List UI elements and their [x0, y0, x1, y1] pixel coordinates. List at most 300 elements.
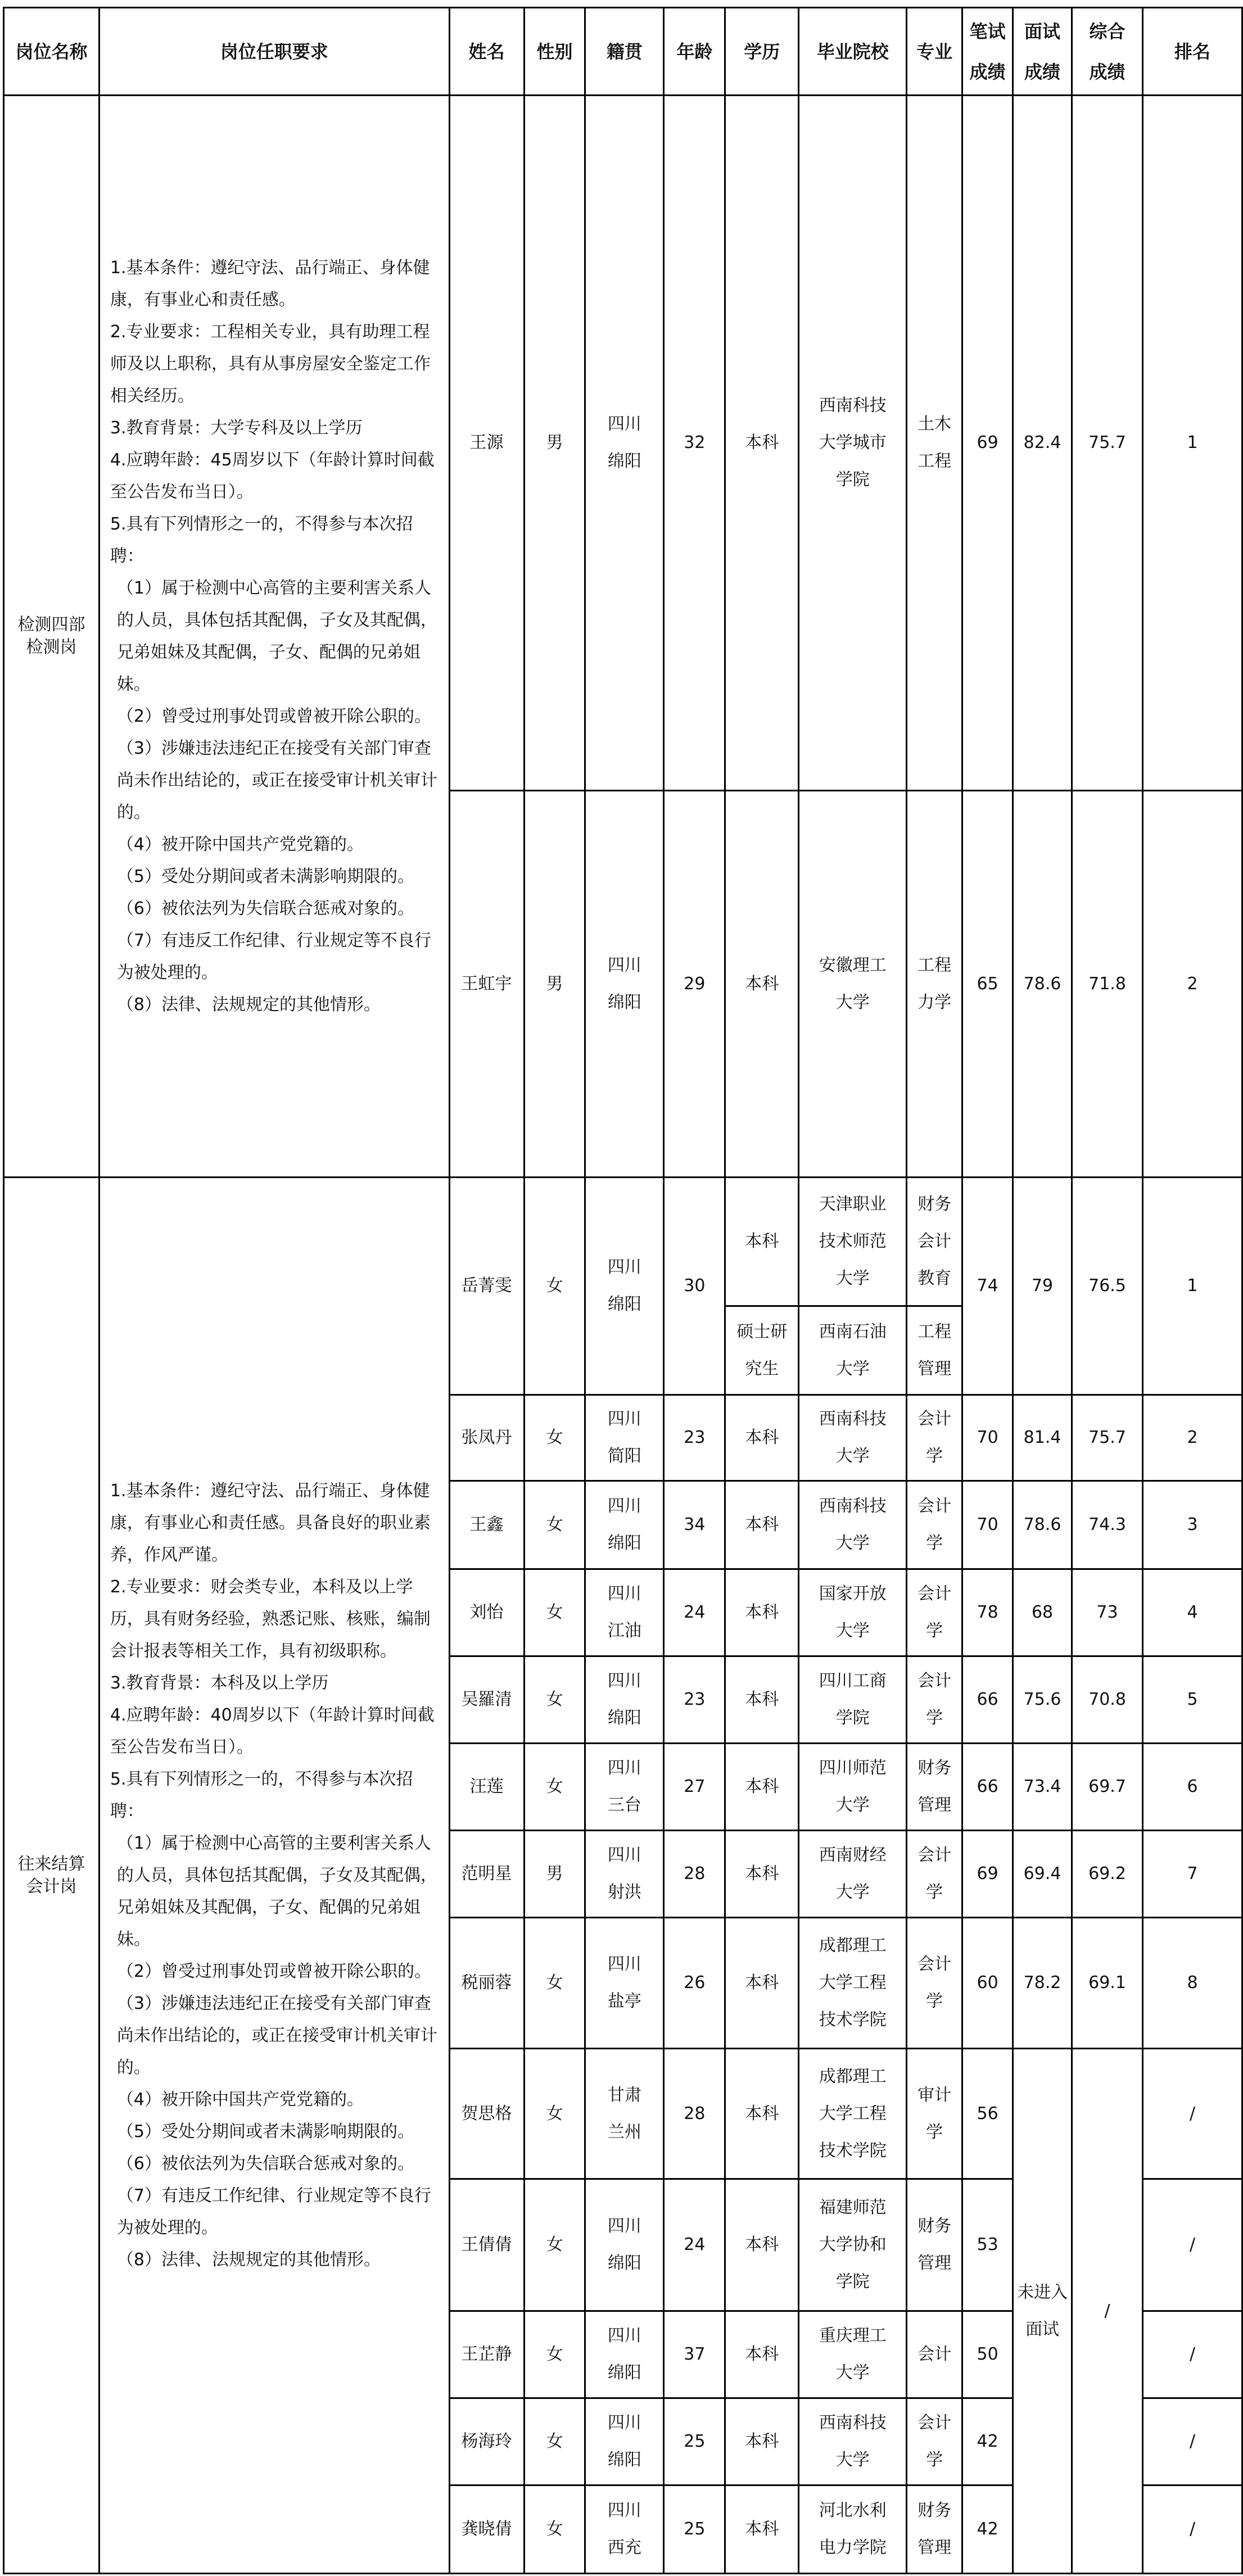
candidate-major-line: 工程: [917, 1321, 952, 1342]
requirement-subitem: （5）受处分期间或者未满影响期限的。: [116, 867, 414, 886]
candidate-origin: [585, 1481, 664, 1569]
candidate-school-line: 安徽理工: [819, 955, 887, 975]
candidate-school: [799, 1306, 907, 1395]
candidate-origin-line: 四川: [607, 1758, 641, 1778]
candidate-school: [799, 1918, 907, 2049]
interview-score: 81.4: [1013, 1395, 1072, 1481]
candidate-origin: [585, 1744, 664, 1831]
candidate-school: [799, 1831, 907, 1918]
candidate-gender: 女: [524, 2179, 585, 2311]
candidate-school-line: 成都理工: [819, 2066, 887, 2086]
candidate-origin-line: 四川: [607, 414, 641, 434]
candidate-name: 税丽蓉: [449, 1918, 524, 2049]
written-score: 42: [962, 2398, 1013, 2486]
candidate-school-line: 西南科技: [819, 396, 887, 415]
candidate-name: 贺思格: [449, 2049, 524, 2179]
candidate-gender: 男: [524, 791, 585, 1178]
candidate-gender: 女: [524, 1395, 585, 1481]
candidate-major-line: 教育: [917, 1269, 952, 1288]
interview-score: 82.4: [1013, 96, 1072, 791]
candidate-school-line: 大学: [835, 1882, 870, 1902]
candidate-education: 本科: [725, 96, 799, 791]
candidate-education: 本科: [725, 1918, 799, 2049]
candidate-origin: [585, 2398, 664, 2486]
header-written-line1: 笔试: [969, 20, 1006, 42]
candidate-age: 37: [664, 2311, 725, 2398]
candidate-education: 本科: [725, 1831, 799, 1918]
candidate-major-line: 会计: [917, 1671, 952, 1691]
candidate-origin-line: 绵阳: [607, 1708, 641, 1728]
candidate-origin-line: 四川: [607, 1845, 641, 1865]
candidate-name: 岳菁雯: [449, 1178, 524, 1395]
candidate-origin: [585, 1569, 664, 1656]
candidate-school-line: 技术学院: [819, 2010, 887, 2030]
written-score: 70: [962, 1395, 1013, 1481]
candidate-school: [799, 2179, 907, 2311]
candidate-origin-line: 三台: [607, 1795, 641, 1815]
candidate-origin-line: 绵阳: [607, 1533, 641, 1553]
candidate-major-line: 财务: [917, 1194, 952, 1214]
candidate-origin: [585, 96, 664, 791]
interview-score: 78.2: [1013, 1918, 1072, 2049]
candidate-age: 32: [664, 96, 725, 791]
total-score: 75.7: [1072, 1395, 1143, 1481]
candidate-gender: 女: [524, 1918, 585, 2049]
requirement-subitem: （2）曾受过刑事处罚或曾被开除公职的。: [116, 1962, 431, 1981]
candidate-major-line: 工程: [917, 451, 952, 471]
candidate-origin-line: 四川: [607, 2501, 641, 2520]
header-written-line2: 成绩: [969, 61, 1006, 83]
requirements-cell: [99, 1178, 449, 2574]
not-interviewed-note-line: 未进入: [1017, 2282, 1068, 2302]
requirement-subitem: （4）被开除中国共产党党籍的。: [116, 835, 364, 854]
candidate-origin-line: 四川: [607, 1954, 641, 1974]
candidate-school-line: 福建师范: [819, 2198, 887, 2217]
candidate-school-line: 国家开放: [819, 1584, 887, 1604]
requirement-item: 2.专业要求：工程相关专业，具有助理工程师及以上职称，具有从事房屋安全鉴定工作相关经历。: [110, 322, 431, 406]
rank: /: [1143, 2398, 1242, 2486]
candidate-origin: [585, 1831, 664, 1918]
candidate-school: [799, 2486, 907, 2574]
candidate-school-line: 技术学院: [819, 2140, 887, 2161]
requirement-subitem: （1）属于检测中心高管的主要利害关系人的人员，具体包括其配偶，子女及其配偶，兄弟姐妹及其配偶，子女、配偶的兄弟姐妹。: [116, 1833, 437, 1949]
candidate-education: 本科: [725, 1744, 799, 1831]
candidate-name: 吴羅清: [449, 1656, 524, 1744]
candidate-name: 王芷静: [449, 2311, 524, 2398]
candidate-education: 本科: [725, 1569, 799, 1656]
written-score: 74: [962, 1178, 1013, 1395]
candidate-age: 29: [664, 791, 725, 1178]
interview-score: 78.6: [1013, 1481, 1072, 1569]
rank: /: [1143, 2311, 1242, 2398]
position-cell-line: 会计岗: [26, 1876, 77, 1896]
candidate-school-line: 学院: [835, 2272, 870, 2292]
candidate-school: [799, 1656, 907, 1744]
candidate-major: [907, 2179, 962, 2311]
total-score: 71.8: [1072, 791, 1143, 1178]
candidate-origin-line: 绵阳: [607, 1294, 641, 1314]
candidate-age: 23: [664, 1656, 725, 1744]
candidate-gender: 女: [524, 1569, 585, 1656]
candidate-origin-line: 简阳: [607, 1446, 641, 1466]
candidate-gender: 女: [524, 1178, 585, 1395]
rank: 8: [1143, 1918, 1242, 2049]
candidate-education: 本科: [725, 2398, 799, 2486]
position-cell-line: 往来结算: [17, 1854, 85, 1874]
header-total-line2: 成绩: [1089, 61, 1126, 83]
candidate-origin: [585, 1178, 664, 1395]
candidate-school-line: 西南科技: [819, 1409, 887, 1429]
requirement-item: 4.应聘年龄：40周岁以下（年龄计算时间截至公告发布当日）。: [110, 1705, 435, 1757]
candidate-origin-line: 四川: [607, 2326, 641, 2346]
candidate-school-line: 大学: [835, 1795, 870, 1815]
position-cell: [4, 1178, 100, 2574]
candidate-major-line: 学: [926, 1446, 943, 1466]
candidate-major-line: 管理: [917, 1359, 952, 1379]
candidate-gender: 男: [524, 1831, 585, 1918]
requirement-subitem: （1）属于检测中心高管的主要利害关系人的人员，具体包括其配偶，子女及其配偶，兄弟姐妹及其配偶，子女、配偶的兄弟姐妹。: [116, 578, 437, 694]
candidate-origin-line: 江油: [607, 1621, 641, 1641]
candidate-origin-line: 盐亭: [607, 1991, 641, 2011]
total-score: 76.5: [1072, 1178, 1143, 1395]
candidate-school-line: 大学工程: [819, 1973, 887, 1993]
requirement-subitem: （6）被依法列为失信联合惩戒对象的。: [116, 899, 414, 918]
candidate-school-line: 技术师范: [819, 1232, 887, 1251]
total-score: 69.7: [1072, 1744, 1143, 1831]
candidate-name: 张凤丹: [449, 1395, 524, 1481]
header-interview-line2: 成绩: [1024, 61, 1061, 83]
candidate-school-line: 西南科技: [819, 1496, 887, 1516]
candidate-row: [4, 1178, 1242, 1306]
candidate-origin: [585, 2486, 664, 2574]
candidate-school-line: 重庆理工: [819, 2326, 887, 2346]
candidate-school-line: 河北水利: [819, 2501, 887, 2520]
interview-score: 73.4: [1013, 1744, 1072, 1831]
candidate-school: [799, 1569, 907, 1656]
candidate-major-line: 会计: [917, 1845, 952, 1865]
candidate-age: 24: [664, 2179, 725, 2311]
not-interviewed-note: [1013, 2049, 1072, 2574]
candidate-origin-line: 甘肃: [607, 2085, 641, 2105]
requirement-item: 3.教育背景：大学专科及以上学历: [110, 418, 363, 438]
candidate-major: [907, 2486, 962, 2574]
rank: 1: [1143, 1178, 1242, 1395]
candidate-name: 王鑫: [449, 1481, 524, 1569]
candidate-education: 本科: [725, 1178, 799, 1306]
header-total-score: [1072, 8, 1143, 96]
candidate-school-line: 天津职业: [819, 1194, 887, 1214]
candidate-school: [799, 1178, 907, 1306]
rank: 7: [1143, 1831, 1242, 1918]
candidate-origin-line: 射洪: [607, 1882, 641, 1902]
candidate-school-line: 西南科技: [819, 2413, 887, 2433]
candidate-school: [799, 791, 907, 1178]
requirement-item: 3.教育背景：本科及以上学历: [110, 1673, 329, 1693]
requirement-item: 2.专业要求：财会类专业，本科及以上学历，具有财务经验，熟悉记账、核账，编制会计报表等相关工作，具有初级职称。: [110, 1577, 431, 1661]
candidate-education: 本科: [725, 2311, 799, 2398]
candidate-education-line: 究生: [745, 1359, 779, 1379]
position-cell-line: 检测四部: [17, 615, 85, 635]
candidate-school-line: 大学: [835, 1533, 870, 1553]
requirement-subitem: （7）有违反工作纪律、行业规定等不良行为被处理的。: [116, 2186, 431, 2238]
candidate-school-line: 大学: [835, 992, 870, 1012]
candidate-school: [799, 2398, 907, 2486]
candidate-origin: [585, 2049, 664, 2179]
requirement-subitem: （8）法律、法规规定的其他情形。: [116, 995, 381, 1015]
candidate-school-line: 四川工商: [819, 1671, 887, 1691]
candidate-name: 王虹宇: [449, 791, 524, 1178]
written-score: 60: [962, 1918, 1013, 2049]
candidate-origin-line: 四川: [607, 1584, 641, 1604]
candidate-major-line: 管理: [917, 1795, 952, 1815]
candidate-origin-line: 绵阳: [607, 451, 641, 471]
written-score: 50: [962, 2311, 1013, 2398]
candidate-name: 王源: [449, 96, 524, 791]
candidate-education: 本科: [725, 1395, 799, 1481]
total-score: 70.8: [1072, 1656, 1143, 1744]
candidate-major: [907, 1831, 962, 1918]
header-interview-line1: 面试: [1024, 20, 1061, 42]
rank: 3: [1143, 1481, 1242, 1569]
candidate-education: 本科: [725, 791, 799, 1178]
candidate-education: 本科: [725, 1481, 799, 1569]
candidate-row: [4, 96, 1242, 791]
candidate-major: [907, 1306, 962, 1395]
candidate-major: [907, 2398, 962, 2486]
candidate-major-line: 审计: [917, 2085, 952, 2105]
position-cell-line: 检测岗: [26, 637, 77, 657]
candidate-origin-line: 四川: [607, 2216, 641, 2236]
candidate-school-line: 学院: [835, 1708, 870, 1728]
candidate-gender: 女: [524, 2311, 585, 2398]
written-score: 78: [962, 1569, 1013, 1656]
candidate-school-line: 大学城市: [819, 433, 887, 452]
candidate-name: 汪莲: [449, 1744, 524, 1831]
candidate-gender: 女: [524, 1744, 585, 1831]
rank: 6: [1143, 1744, 1242, 1831]
interview-score: 69.4: [1013, 1831, 1072, 1918]
candidate-education: 本科: [725, 2179, 799, 2311]
candidate-gender: 女: [524, 1481, 585, 1569]
header-written-score: [962, 8, 1013, 96]
header-major: 专业: [907, 8, 962, 96]
header-row: [4, 8, 1242, 96]
candidate-school-line: 大学: [835, 1446, 870, 1466]
candidate-major-line: 会计: [917, 1496, 952, 1516]
rank: /: [1143, 2486, 1242, 2574]
header-education: 学历: [725, 8, 799, 96]
results-table: [3, 7, 1243, 2574]
written-score: 69: [962, 1831, 1013, 1918]
candidate-origin-line: 绵阳: [607, 992, 641, 1012]
total-score: 69.2: [1072, 1831, 1143, 1918]
candidate-school: [799, 96, 907, 791]
candidate-age: 25: [664, 2398, 725, 2486]
candidate-school-line: 成都理工: [819, 1936, 887, 1955]
rank: 4: [1143, 1569, 1242, 1656]
candidate-major: [907, 1918, 962, 2049]
candidate-origin-line: 四川: [607, 1409, 641, 1429]
candidate-school-line: 学院: [835, 470, 870, 490]
candidate-age: 34: [664, 1481, 725, 1569]
rank: 5: [1143, 1656, 1242, 1744]
candidate-school-line: 四川师范: [819, 1758, 887, 1778]
candidate-age: 25: [664, 2486, 725, 2574]
total-score: 74.3: [1072, 1481, 1143, 1569]
candidate-major-line: 力学: [917, 992, 952, 1012]
interview-score: 78.6: [1013, 791, 1072, 1178]
candidate-school-line: 大学: [835, 1269, 870, 1288]
candidate-origin: [585, 2311, 664, 2398]
candidate-major-line: 会计: [917, 1409, 952, 1429]
written-score: 56: [962, 2049, 1013, 2179]
requirement-subitem: （3）涉嫌违法违纪正在接受有关部门审查尚未作出结论的，或正在接受审计机关审计的。: [116, 1994, 437, 2077]
candidate-origin-line: 四川: [607, 955, 641, 975]
candidate-major: [907, 96, 962, 791]
candidate-major-line: 学: [926, 1991, 943, 2011]
rank: 2: [1143, 1395, 1242, 1481]
candidate-education: [725, 1306, 799, 1395]
candidate-major-line: 会计: [917, 1232, 952, 1251]
candidate-school-line: 大学: [835, 2363, 870, 2383]
candidate-name: 龚晓倩: [449, 2486, 524, 2574]
candidate-major: [907, 1395, 962, 1481]
candidate-major-line: 财务: [917, 1758, 952, 1778]
candidate-age: 27: [664, 1744, 725, 1831]
candidate-major-line: 管理: [917, 2538, 952, 2557]
candidate-school: [799, 1395, 907, 1481]
requirement-subitem: （5）受处分期间或者未满影响期限的。: [116, 2122, 414, 2142]
candidate-age: 28: [664, 1831, 725, 1918]
candidate-major-line: 工程: [917, 955, 952, 975]
candidate-major: [907, 1481, 962, 1569]
candidate-origin-line: 绵阳: [607, 2450, 641, 2470]
header-age: 年龄: [664, 8, 725, 96]
header-rank: 排名: [1143, 8, 1242, 96]
candidate-school: [799, 2049, 907, 2179]
candidate-school-line: 西南石油: [819, 1321, 887, 1342]
candidate-major-line: 财务: [917, 2501, 952, 2520]
header-interview-score: [1013, 8, 1072, 96]
candidate-origin-line: 西充: [607, 2538, 641, 2557]
requirement-item: 5.具有下列情形之一的，不得参与本次招聘：: [110, 514, 413, 566]
candidate-major-line: 学: [926, 1882, 943, 1902]
candidate-school-line: 大学: [835, 2450, 870, 2470]
candidate-origin-line: 兰州: [607, 2122, 641, 2142]
candidate-major-line: 学: [926, 1533, 943, 1553]
candidate-major-line: 学: [926, 1708, 943, 1728]
candidate-education: 本科: [725, 1656, 799, 1744]
written-score: 70: [962, 1481, 1013, 1569]
candidate-name: 杨海玲: [449, 2398, 524, 2486]
candidate-major-line: 会计: [917, 1584, 952, 1604]
candidate-major-line: 土木: [917, 414, 952, 434]
candidate-origin: [585, 1395, 664, 1481]
candidate-school: [799, 2311, 907, 2398]
candidate-school-line: 电力学院: [819, 2538, 887, 2557]
written-score: 66: [962, 1656, 1013, 1744]
header-total-line1: 综合: [1089, 20, 1126, 42]
candidate-major-line: 学: [926, 2122, 943, 2142]
candidate-major-line: 学: [926, 1621, 943, 1641]
requirement-subitem: （7）有违反工作纪律、行业规定等不良行为被处理的。: [116, 931, 431, 983]
requirement-subitem: （8）法律、法规规定的其他情形。: [116, 2250, 381, 2270]
requirement-item: 4.应聘年龄：45周岁以下（年龄计算时间截至公告发布当日）。: [110, 450, 435, 502]
requirement-item: 5.具有下列情形之一的，不得参与本次招聘：: [110, 1769, 413, 1821]
candidate-major-line: 会计: [917, 2413, 952, 2433]
candidate-education: 本科: [725, 2486, 799, 2574]
candidate-major: [907, 1656, 962, 1744]
candidate-major: [907, 1569, 962, 1656]
requirement-subitem: （2）曾受过刑事处罚或曾被开除公职的。: [116, 707, 431, 726]
candidate-origin: [585, 2179, 664, 2311]
candidate-age: 26: [664, 1918, 725, 2049]
candidate-school-line: 西南财经: [819, 1845, 887, 1865]
candidate-major: [907, 2311, 962, 2398]
written-score: 66: [962, 1744, 1013, 1831]
requirement-subitem: （4）被开除中国共产党党籍的。: [116, 2090, 364, 2109]
candidate-gender: 男: [524, 96, 585, 791]
candidate-school-line: 大学协和: [819, 2235, 887, 2254]
candidate-major: [907, 2049, 962, 2179]
written-score: 53: [962, 2179, 1013, 2311]
candidate-school-line: 大学: [835, 1359, 870, 1379]
rank: /: [1143, 2179, 1242, 2311]
candidate-age: 23: [664, 1395, 725, 1481]
candidate-major: [907, 791, 962, 1178]
header-position: 岗位名称: [4, 8, 100, 96]
candidate-name: 刘怡: [449, 1569, 524, 1656]
header-school: 毕业院校: [799, 8, 907, 96]
candidate-education: 本科: [725, 2049, 799, 2179]
rank: 1: [1143, 96, 1242, 791]
candidate-origin-line: 四川: [607, 2413, 641, 2433]
candidate-major: [907, 1744, 962, 1831]
written-score: 65: [962, 791, 1013, 1178]
requirements-cell: [99, 96, 449, 1178]
requirement-subitem: （3）涉嫌违法违纪正在接受有关部门审查尚未作出结论的，或正在接受审计机关审计的。: [116, 739, 437, 822]
rank: 2: [1143, 791, 1242, 1178]
written-score: 42: [962, 2486, 1013, 2574]
candidate-origin-line: 绵阳: [607, 2253, 641, 2273]
candidate-origin-line: 四川: [607, 1257, 641, 1277]
header-origin: 籍贯: [585, 8, 664, 96]
candidate-gender: 女: [524, 2049, 585, 2179]
candidate-school-line: 大学: [835, 1621, 870, 1641]
candidate-age: 30: [664, 1178, 725, 1395]
total-score-na: /: [1072, 2049, 1143, 2574]
candidate-gender: 女: [524, 1656, 585, 1744]
not-interviewed-note-line: 面试: [1025, 2319, 1060, 2339]
rank: /: [1143, 2049, 1242, 2179]
candidate-origin-line: 四川: [607, 1496, 641, 1516]
candidate-gender: 女: [524, 2486, 585, 2574]
requirement-subitem: （6）被依法列为失信联合惩戒对象的。: [116, 2154, 414, 2174]
position-cell: [4, 96, 100, 1178]
candidate-major-line: 会计: [917, 1954, 952, 1974]
candidate-major: [907, 1178, 962, 1306]
total-score: 73: [1072, 1569, 1143, 1656]
candidate-major-line: 管理: [917, 2253, 952, 2273]
header-name: 姓名: [449, 8, 524, 96]
header-requirements: 岗位任职要求: [99, 8, 449, 96]
candidate-name: 范明星: [449, 1831, 524, 1918]
candidate-origin-line: 绵阳: [607, 2363, 641, 2383]
candidate-major-line: 会计: [917, 2344, 952, 2364]
written-score: 69: [962, 96, 1013, 791]
candidate-age: 28: [664, 2049, 725, 2179]
interview-score: 68: [1013, 1569, 1072, 1656]
